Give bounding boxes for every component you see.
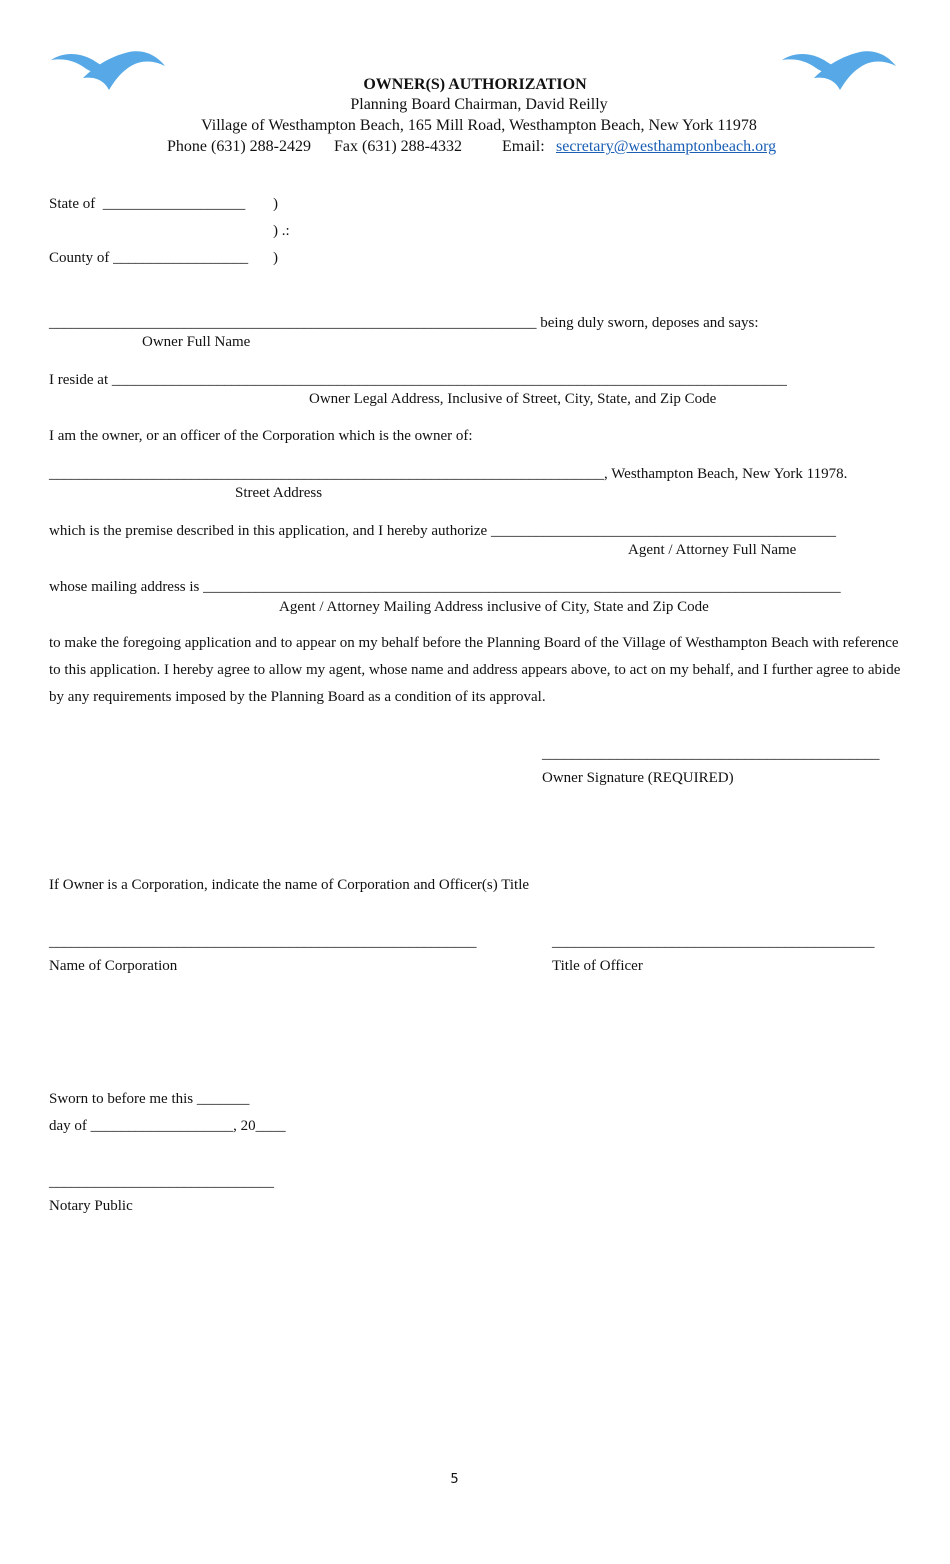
reside-line[interactable]: I reside at __________________________________________________________________________________________ <box>49 372 787 388</box>
corporation-name-label: Name of Corporation <box>49 958 178 974</box>
authorization-paragraph: to make the foregoing application and to appear on my behalf before the Planning Board of the Village of Westhampton Beach with reference to this application. I hereby agree to allow my agent, whose name and address appears above, to act on my behalf, and I further agree to abide by any requirements imposed by the Planning Board as a condition of its approval. <box>49 635 901 705</box>
owner-signature-line[interactable]: _____________________________________________ <box>542 746 880 762</box>
state-line[interactable]: State of ___________________ <box>49 196 246 212</box>
header-phone: Phone (631) 288-2429 <box>167 138 311 155</box>
venue-paren-3: ) <box>273 250 278 266</box>
premise-line[interactable]: __________________________________________________________________________, Westhampton Beach, New York 11978. <box>49 466 848 482</box>
venue-paren-1: ) <box>273 196 278 212</box>
page-title: OWNER(S) AUTHORIZATION <box>363 76 587 93</box>
authorize-line[interactable]: which is the premise described in this application, and I hereby authorize ______________________________________________ <box>49 523 836 539</box>
mailing-caption: Agent / Attorney Mailing Address inclusive of City, State and Zip Code <box>279 599 709 615</box>
premise-caption: Street Address <box>235 485 323 501</box>
notary-signature-line[interactable]: ______________________________ <box>49 1174 274 1190</box>
owner-name-line[interactable]: _________________________________________________________________ being duly sworn, deposes and says: <box>49 315 759 331</box>
sworn-line[interactable]: Sworn to before me this _______ <box>49 1091 250 1107</box>
page-number: 5 <box>450 1472 459 1487</box>
header-chairman: Planning Board Chairman, David Reilly <box>350 96 608 113</box>
header-address: Village of Westhampton Beach, 165 Mill Road, Westhampton Beach, New York 11978 <box>201 117 757 134</box>
mailing-line[interactable]: whose mailing address is _____________________________________________________________________________________ <box>49 579 841 595</box>
notary-day-line[interactable]: day of ___________________, 20____ <box>49 1118 286 1134</box>
officer-title-label: Title of Officer <box>552 958 643 974</box>
corporation-instruction: If Owner is a Corporation, indicate the name of Corporation and Officer(s) Title <box>49 877 530 893</box>
owner-statement: I am the owner, or an officer of the Corporation which is the owner of: <box>49 428 473 444</box>
officer-title-line[interactable]: ___________________________________________ <box>552 934 875 950</box>
email-link[interactable]: secretary@westhamptonbeach.org <box>556 138 777 155</box>
notary-label: Notary Public <box>49 1198 133 1214</box>
header-email-label: Email: <box>502 138 545 155</box>
owner-name-caption: Owner Full Name <box>142 334 251 350</box>
county-line[interactable]: County of __________________ <box>49 250 249 266</box>
header-fax: Fax (631) 288-4332 <box>334 138 462 155</box>
reside-caption: Owner Legal Address, Inclusive of Street, City, State, and Zip Code <box>309 391 717 407</box>
corporation-name-line[interactable]: _________________________________________________________ <box>49 934 477 950</box>
venue-paren-mid: ) .: <box>273 223 290 239</box>
owner-signature-label: Owner Signature (REQUIRED) <box>542 770 734 786</box>
authorize-caption: Agent / Attorney Full Name <box>628 542 797 558</box>
